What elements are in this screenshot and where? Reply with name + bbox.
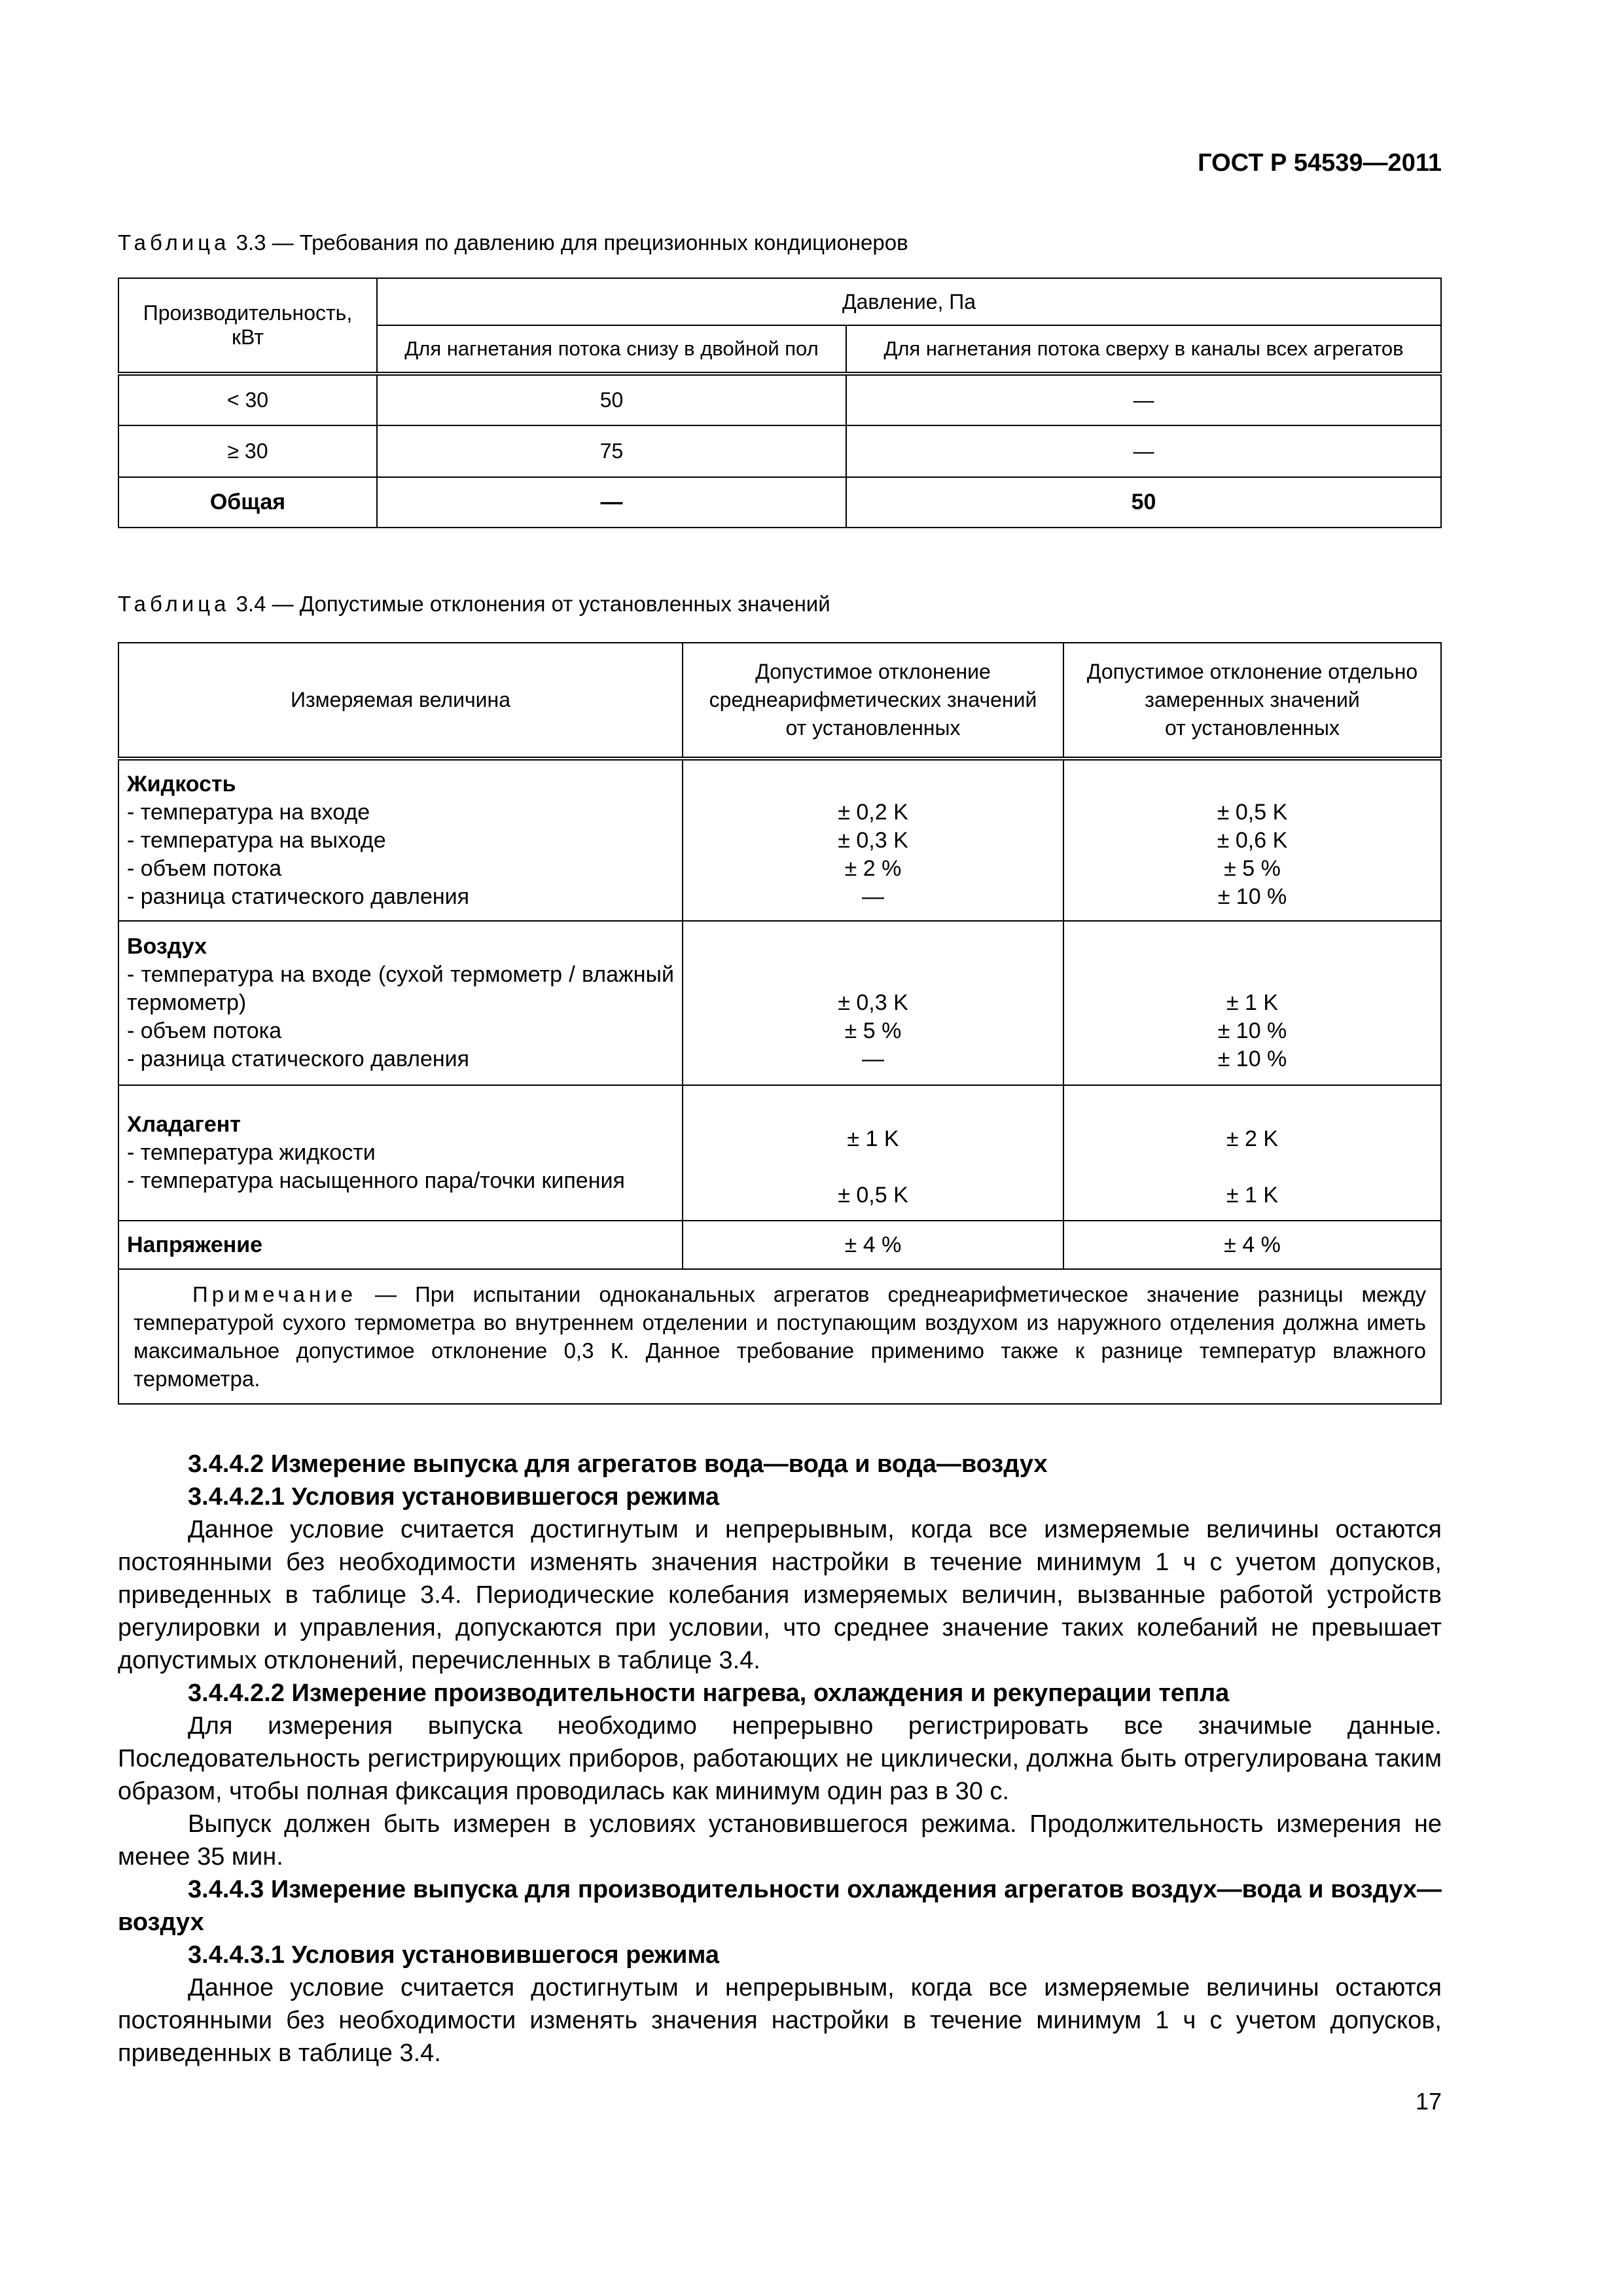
section-heading: 3.4.4.2.2 Измерение производительности нагрева, охлаждения и рекуперации тепла [188, 1679, 1230, 1707]
section-heading: 3.4.4.2 Измерение выпуска для агрегатов вода—вода и вода—воздух [188, 1450, 1048, 1478]
item: - температура на входе [127, 799, 370, 825]
header-quantity: Измеряемая величина [118, 643, 683, 759]
value: ± 1 K [1226, 1182, 1279, 1208]
table-row-refrigerant [118, 1085, 1441, 1221]
value: ± 0,3 K [838, 827, 908, 853]
cell-ducts: — [846, 374, 1441, 425]
item: - разница статического давления [127, 1047, 470, 1071]
cell-floor: 75 [377, 425, 846, 477]
table-row-air [118, 921, 1441, 1085]
paragraph: Данное условие считается достигнутым и непрерывным, когда все измеряемые величины остаются постоянными без необходимости изменять значения настройки в течение минимум 1 ч с учетом допусков, приведенных в таблице 3.4. Периодические колебания измеряемых величин, вызванные работой устройств регулировки и управления, допускаются при условии, что среднее значение таких колебаний не превышает допустимых отклонений, перечисленных в таблице 3.4. [118, 1516, 1442, 1674]
section-heading: 3.4.4.3 Измерение выпуска для производительности охлаждения агрегатов воздух—вода и воздух—воздух [118, 1876, 1442, 1936]
item: - разница статического давления [127, 884, 470, 909]
header-capacity: Производительность, кВт [118, 278, 377, 374]
body-text [118, 1448, 1442, 2070]
document-code: ГОСТ Р 54539—2011 [1198, 149, 1442, 177]
header-line: от установленных [1165, 716, 1340, 740]
table-row [118, 425, 1441, 477]
cell-capacity: Общая [118, 477, 377, 528]
value: ± 1 K [847, 1126, 899, 1151]
value: ± 0,6 K [1217, 827, 1288, 853]
cell-floor: — [377, 477, 846, 528]
header-individual [1063, 643, 1441, 759]
value: ± 10 % [1217, 1047, 1287, 1071]
cell-ducts: 50 [846, 477, 1441, 528]
pressure-requirements-table [118, 278, 1442, 528]
header-line: от установленных [785, 716, 961, 740]
table-row-liquid [118, 759, 1441, 921]
note-label: Примечание [192, 1282, 357, 1306]
header-ducts: Для нагнетания потока сверху в каналы всех агрегатов [846, 325, 1441, 374]
value: ± 5 % [1224, 855, 1281, 881]
group-title: Жидкость [127, 771, 236, 797]
cell-capacity: ≥ 30 [118, 425, 377, 477]
header-line: замеренных значений [1145, 688, 1360, 711]
value: ± 0,2 K [838, 799, 908, 825]
cell-quantity [118, 1085, 683, 1221]
header-mean [683, 643, 1063, 759]
cell-floor: 50 [377, 374, 846, 425]
section-heading: 3.4.4.2.1 Условия установившегося режима [188, 1483, 720, 1511]
value: ± 0,5 K [838, 1182, 908, 1208]
value: — [862, 884, 884, 909]
cell-mean: ± 4 % [683, 1221, 1063, 1269]
cell-quantity [118, 759, 683, 921]
paragraph: Данное условие считается достигнутым и непрерывным, когда все измеряемые величины остаются постоянными без необходимости изменять значения настройки в течение минимум 1 ч с учетом допусков, приведенных в таблице 3.4. [118, 1974, 1442, 2067]
table-row [118, 477, 1441, 528]
note-text: — При испытании одноканальных агрегатов среднеарифметическое значение разницы между температурой сухого термометра во внутреннем отделении и поступающим воздухом из наружного отделения должна иметь максимальное допустимое отклонение 0,3 К. Данное требование применимо также к разнице температур влажного термометра. [134, 1282, 1426, 1391]
header-line: Допустимое отклонение [755, 660, 991, 683]
cell-ducts: — [846, 425, 1441, 477]
header-line: Допустимое отклонение отдельно [1086, 660, 1418, 683]
item: - объем потока [127, 855, 282, 881]
value: ± 2 K [1226, 1126, 1279, 1151]
value: ± 10 % [1217, 884, 1287, 909]
item: - температура на выходе [127, 827, 386, 853]
cell-mean [683, 1085, 1063, 1221]
section-heading: 3.4.4.3.1 Условия установившегося режима [188, 1941, 720, 1969]
header-floor: Для нагнетания потока снизу в двойной пол [377, 325, 846, 374]
item: - температура насыщенного пара/точки кипения [127, 1168, 625, 1193]
value: ± 0,5 K [1217, 799, 1288, 825]
caption-label: Таблица [118, 592, 230, 616]
group-title: Хладагент [127, 1112, 241, 1137]
item: - температура на входе (сухой термометр / влажный термометр) [127, 962, 674, 1015]
group-title: Воздух [127, 934, 207, 959]
page-number: 17 [1415, 2088, 1442, 2115]
table-note [118, 1269, 1441, 1404]
group-title: Напряжение [118, 1221, 683, 1269]
cell-mean [683, 759, 1063, 921]
value: — [862, 1047, 884, 1071]
caption-label: Таблица [118, 230, 230, 255]
table-3-4-caption [118, 592, 830, 617]
paragraph: Выпуск должен быть измерен в условиях установившегося режима. Продолжительность измерения не менее 35 мин. [118, 1810, 1442, 1871]
tolerances-table [118, 642, 1442, 1405]
cell-individual [1063, 1085, 1441, 1221]
cell-mean [683, 921, 1063, 1085]
item: - объем потока [127, 1018, 282, 1043]
caption-text: 3.3 — Требования по давлению для прецизионных кондиционеров [236, 230, 908, 255]
cell-individual: ± 4 % [1063, 1221, 1441, 1269]
cell-individual [1063, 921, 1441, 1085]
cell-individual [1063, 759, 1441, 921]
value: ± 1 K [1226, 990, 1279, 1015]
paragraph: Для измерения выпуска необходимо непрерывно регистрировать все значимые данные. Последовательность регистрирующих приборов, работающих не циклически, должна быть отрегулирована таким образом, чтобы полная фиксация проводилась как минимум один раз в 30 с. [118, 1712, 1442, 1805]
table-row-voltage [118, 1221, 1441, 1269]
table-3-3-caption [118, 230, 908, 255]
header-line: среднеарифметических значений [709, 688, 1037, 711]
value: ± 10 % [1217, 1018, 1287, 1043]
header-pressure: Давление, Па [377, 278, 1441, 325]
caption-text: 3.4 — Допустимые отклонения от установленных значений [236, 592, 830, 616]
value: ± 0,3 K [838, 990, 908, 1015]
table-note-row [118, 1269, 1441, 1404]
cell-quantity [118, 921, 683, 1085]
cell-capacity: < 30 [118, 374, 377, 425]
table-row [118, 374, 1441, 425]
item: - температура жидкости [127, 1140, 376, 1165]
value: ± 2 % [844, 855, 902, 881]
value: ± 5 % [844, 1018, 902, 1043]
